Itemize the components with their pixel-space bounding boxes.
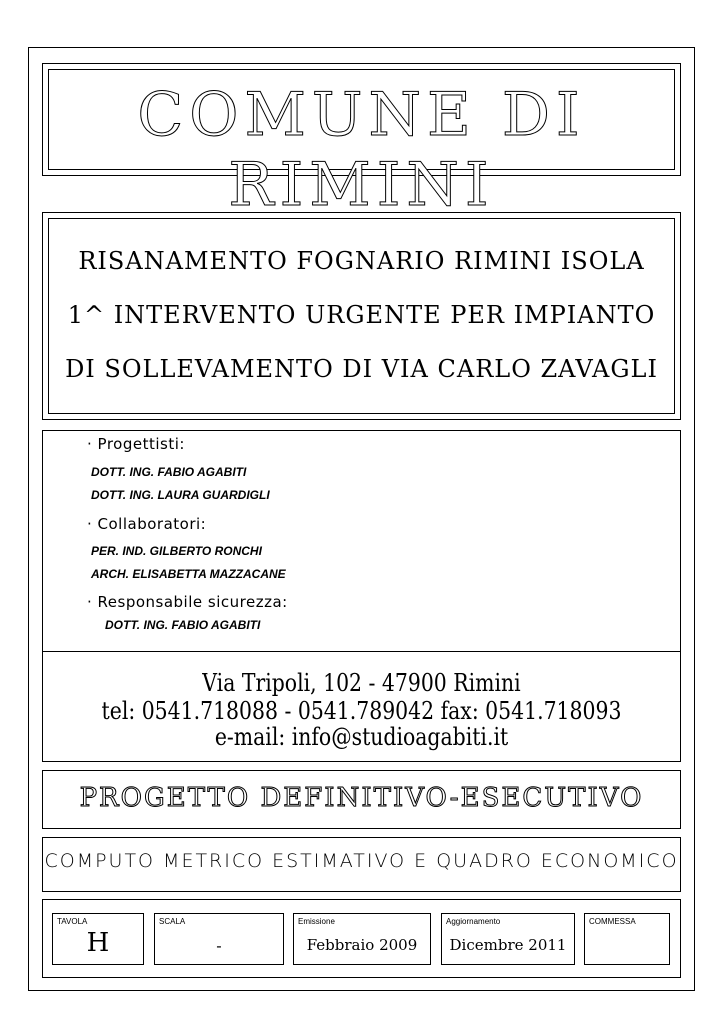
- aggiornamento-value: Dicembre 2011: [449, 936, 567, 954]
- commessa-label: COMMESSA: [589, 917, 636, 926]
- project-line-1: RISANAMENTO FOGNARIO RIMINI ISOLA: [78, 247, 645, 275]
- scala-cell: [154, 913, 284, 965]
- contact-divider: [43, 651, 680, 652]
- collaborator-name: ARCH. ELISABETTA MAZZACANE: [91, 567, 286, 581]
- emissione-value: Febbraio 2009: [306, 936, 418, 954]
- commessa-cell: [584, 913, 670, 965]
- contact-phone: tel: 0541.718088 - 0541.789042 fax: 0541.718093: [101, 697, 622, 725]
- safety-label: · Responsabile sicurezza:: [87, 593, 288, 611]
- aggiornamento-label: Aggiornamento: [446, 917, 501, 926]
- emissione-cell: [293, 913, 431, 965]
- safety-name: DOTT. ING. FABIO AGABITI: [105, 618, 261, 632]
- emissione-label: Emissione: [298, 917, 335, 926]
- tavola-cell: [52, 913, 144, 965]
- scala-label: SCALA: [159, 917, 186, 926]
- tavola-label: TAVOLA: [57, 917, 88, 926]
- phase-box: [42, 770, 681, 829]
- tavola-value: H: [86, 928, 110, 958]
- scala-value: -: [216, 936, 222, 955]
- project-line-3: DI SOLLEVAMENTO DI VIA CARLO ZAVAGLI: [65, 355, 658, 383]
- aggiornamento-cell: [441, 913, 575, 965]
- project-line-2: 1^ INTERVENTO URGENTE PER IMPIANTO: [67, 301, 656, 329]
- contact-address: Via Tripoli, 102 - 47900 Rimini: [202, 669, 521, 697]
- contact-email: e-mail: info@studioagabiti.it: [214, 723, 509, 751]
- header-box: [42, 63, 681, 220]
- project-box: [42, 212, 681, 420]
- footer-box: [42, 899, 681, 978]
- team-box: [42, 430, 681, 762]
- document-title: COMPUTO METRICO ESTIMATIVO E QUADRO ECONOMICO: [44, 850, 679, 872]
- page-title: COMUNE DI RIMINI: [137, 80, 586, 220]
- designer-name: DOTT. ING. FABIO AGABITI: [91, 465, 247, 479]
- collaborators-label: · Collaboratori:: [87, 515, 207, 533]
- phase-title: PROGETTO DEFINITIVO-ESECUTIVO: [79, 783, 644, 813]
- collaborator-name: PER. IND. GILBERTO RONCHI: [91, 544, 262, 558]
- designers-label: · Progettisti:: [87, 435, 185, 453]
- document-box: [42, 837, 681, 892]
- designer-name: DOTT. ING. LAURA GUARDIGLI: [91, 488, 270, 502]
